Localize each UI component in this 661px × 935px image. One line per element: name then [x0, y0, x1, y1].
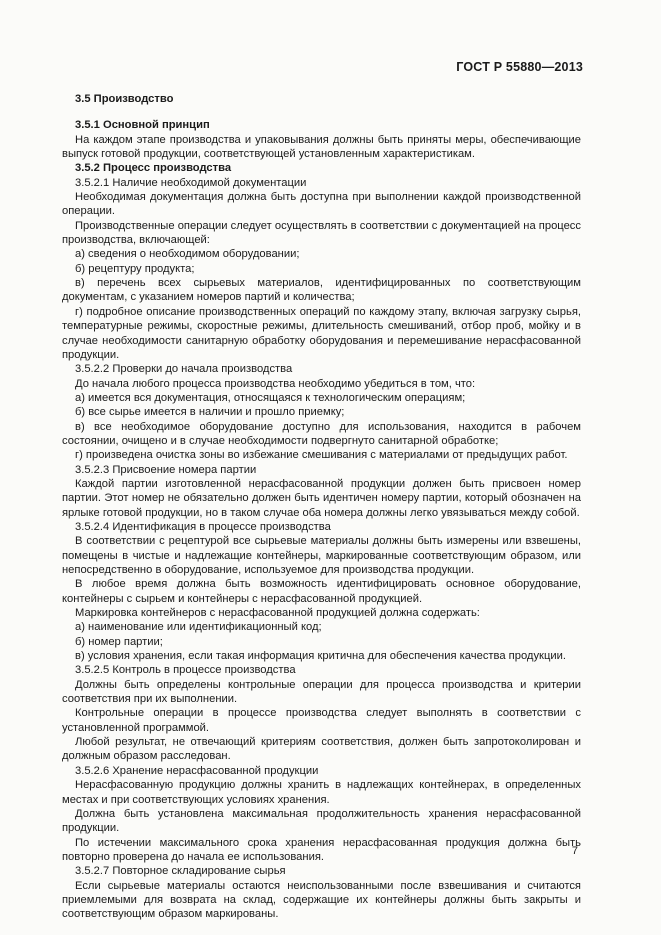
paragraph: Нерасфасованную продукцию должны хранить в надлежащих контейнерах, в определенных местах и при соответствующих условиях хранения. [62, 779, 581, 806]
section-heading: 3.5.2 Процесс производства [75, 162, 232, 175]
paragraph: Должны быть определены контрольные операции для процесса производства и критерии соответствия при их выполнении. [62, 678, 581, 706]
paragraph: г) подробное описание производственных операций по каждому этапу, включая загрузку сырья, температурные режимы, скоростные режимы, длительность смешиваний, отбор проб, мойку и в случае необходимости санитарную обработку оборудования и перемешивание нерасфасованной продукции. [62, 305, 581, 361]
paragraph: в) все необходимое оборудование доступно для использования, находится в рабочем состоянии, очищено и в случае необходимости подвергнуто санитарной обработке; [62, 420, 581, 447]
paragraph: В любое время должна быть возможность идентифицировать основное оборудование, контейнеры с сырьем и контейнеры с нерасфасованной продукцией. [62, 578, 581, 605]
paragraph: Маркировка контейнеров с нерасфасованной продукцией должна содержать: [75, 607, 480, 620]
document-body [62, 92, 581, 922]
paragraph: в) перечень всех сырьевых материалов, идентифицированных по соответствующим документам, с указанием номеров партий и количества; [62, 277, 581, 304]
section-heading: 3.5.1 Основной принцип [75, 119, 210, 132]
paragraph: В соответствии с рецептурой все сырьевые материалы должны быть измерены или взвешены, помещены в чистые и надлежащие контейнеры, маркированные соответствующим образом, или непосредственно в оборудование, используемое для производства продукции. [62, 535, 581, 576]
paragraph: Если сырьевые материалы остаются неиспользованными после взвешивания и считаются приемлемыми для возврата на склад, содержащие их контейнеры должны быть закрыты и соответствующим образом маркированы. [62, 879, 581, 921]
paragraph: б) номер партии; [75, 635, 163, 648]
paragraph: 3.5.2.2 Проверки до начала производства [75, 363, 293, 376]
paragraph: Каждой партии изготовленной нерасфасованной продукции должен быть присвоен номер партии. Этот номер не обязательно должен быть идентичен номеру партии, который обозначен на ярлыке готовой продукции, но в таком случае оба номера должны легко увязываться между собой. [62, 477, 581, 519]
paragraph: 3.5.2.4 Идентификация в процессе производства [75, 520, 331, 533]
page-number: 7 [571, 845, 578, 857]
paragraph: 3.5.2.6 Хранение нерасфасованной продукции [75, 764, 319, 777]
paragraph: б) рецептуру продукта; [75, 262, 195, 275]
section-heading: 3.5 Производство [75, 93, 174, 105]
paragraph: г) произведена очистка зоны во избежание смешивания с материалами от предыдущих работ. [75, 449, 568, 462]
paragraph: 3.5.2.7 Повторное складирование сырья [75, 865, 286, 878]
paragraph: а) сведения о необходимом оборудовании; [75, 248, 300, 261]
paragraph: а) наименование или идентификационный код; [75, 621, 322, 634]
paragraph: До начала любого процесса производства необходимо убедиться в том, что: [75, 377, 476, 390]
document-header: ГОСТ Р 55880—2013 [456, 60, 583, 74]
paragraph: в) условия хранения, если такая информация критична для обеспечения качества продукции. [75, 650, 566, 663]
paragraph: Необходимая документация должна быть доступна при выполнении каждой производственной операции. [62, 191, 581, 218]
paragraph: 3.5.2.3 Присвоение номера партии [75, 463, 257, 476]
paragraph: Контрольные операции в процессе производства следует выполнять в соответствии с установленной программой. [62, 707, 581, 734]
paragraph: 3.5.2.5 Контроль в процессе производства [75, 664, 296, 677]
paragraph: а) имеется вся документация, относящаяся к технологическим операциям; [75, 391, 466, 404]
paragraph: 3.5.2.1 Наличие необходимой документации [75, 176, 307, 189]
paragraph: На каждом этапе производства и упаковывания должны быть приняты меры, обеспечивающие выпуск готовой продукции, соответствующей установленным характеристикам. [62, 133, 581, 161]
paragraph: По истечении максимального срока хранения нерасфасованная продукция должна быть повторно проверена до начала ее использования. [62, 836, 581, 863]
paragraph: б) все сырье имеется в наличии и прошло приемку; [75, 406, 345, 419]
paragraph: Производственные операции следует осуществлять в соответствии с документацией на процесс производства, включающей: [62, 219, 581, 247]
paragraph: Любой результат, не отвечающий критериям соответствия, должен быть запротоколирован и должным образом расследован. [62, 736, 581, 763]
paragraph: Должна быть установлена максимальная продолжительность хранения нерасфасованной продукции. [62, 807, 581, 835]
